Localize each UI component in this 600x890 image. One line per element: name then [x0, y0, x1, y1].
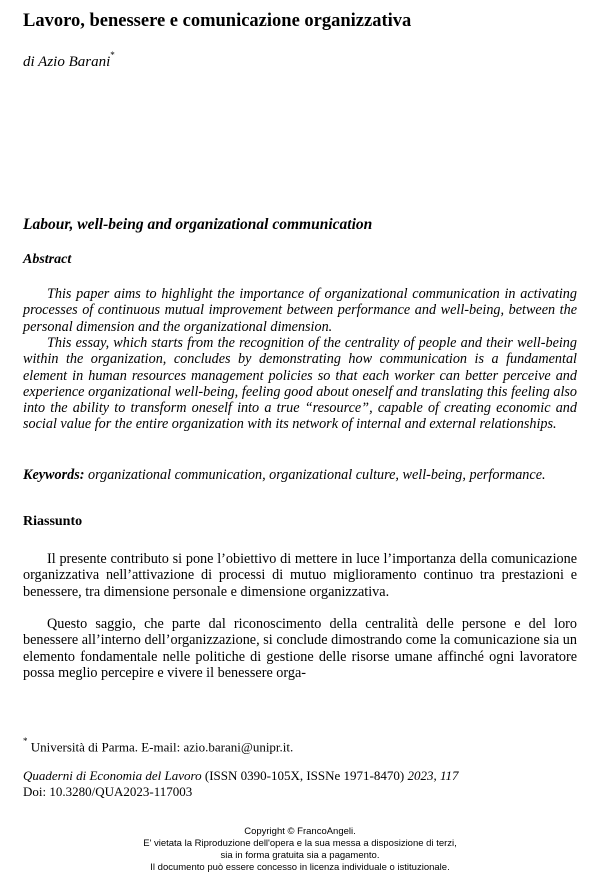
english-title: Labour, well-being and organizational communication: [23, 216, 373, 233]
journal-issn: (ISSN 0390-105X, ISSNe 1971-8470): [201, 768, 408, 783]
riassunto-paragraph-2: Questo saggio, che parte dal riconoscimento della centralità delle persone e del loro benessere all’interno dell’organizzazione, si conclude dimostrando come la comunicazione sia un elemento fondamentale nelle politiche di gestione delle risorse umane affinché ogni lavoratore possa meglio percepire e vivere il benessere orga-: [23, 616, 577, 681]
riassunto-heading: Riassunto: [23, 514, 83, 529]
abstract-heading: Abstract: [23, 252, 72, 267]
doi: Doi: 10.3280/QUA2023-117003: [23, 784, 193, 799]
footnote: [23, 738, 293, 755]
journal-citation: [23, 768, 459, 784]
author-prefix: di: [23, 54, 39, 70]
copyright-line-2: E' vietata la Riproduzione dell'opera e la sua messa a disposizione di terzi,: [143, 838, 457, 849]
article-title: Lavoro, benessere e comunicazione organizzativa: [23, 11, 412, 31]
footnote-text: Università di Parma. E-mail: azio.barani@unipr.it.: [27, 739, 294, 755]
journal-issue: 2023, 117: [407, 768, 459, 783]
copyright-line-4: Il documento può essere concesso in licenza individuale o istituzionale.: [150, 862, 450, 873]
author-footnote-mark: *: [110, 50, 115, 60]
riassunto-paragraph-1: Il presente contributo si pone l’obiettivo di mettere in luce l’importanza della comunicazione organizzativa nell’attivazione di processi di mutuo miglioramento continuo tra prestazioni e benessere, tra dimensione personale e dimensione organizzativa.: [23, 551, 577, 600]
footnote-mark: *: [23, 736, 28, 746]
abstract-paragraph-1: This paper aims to highlight the importance of organizational communication in activating processes of continuous mutual improvement between performance and well-being, between the personal dimension and the organizational dimension.: [23, 286, 577, 335]
abstract-paragraph-2: This essay, which starts from the recognition of the centrality of people and their well-being within the organization, concludes by demonstrating how communication is a fundamental element in human resources management policies so that each worker can better perceive and experience organizational well-being, feeling good about oneself and translating this feeling also into the ability to transform oneself into a true “resource”, capable of creating economic and social value for the entire organization with its network of internal and external relationships.: [23, 335, 577, 433]
journal-name: Quaderni di Economia del Lavoro: [23, 768, 202, 783]
author-line: [23, 52, 115, 71]
author-name: Azio Barani: [38, 54, 111, 70]
copyright-line-3: sia in forma gratuita sia a pagamento.: [220, 850, 380, 861]
keywords-label: Keywords:: [23, 467, 85, 483]
keywords-text: organizational communication, organizational culture, well-being, performance.: [84, 467, 546, 483]
copyright-line-1: Copyright © FrancoAngeli.: [244, 826, 356, 837]
keywords: [23, 467, 577, 483]
